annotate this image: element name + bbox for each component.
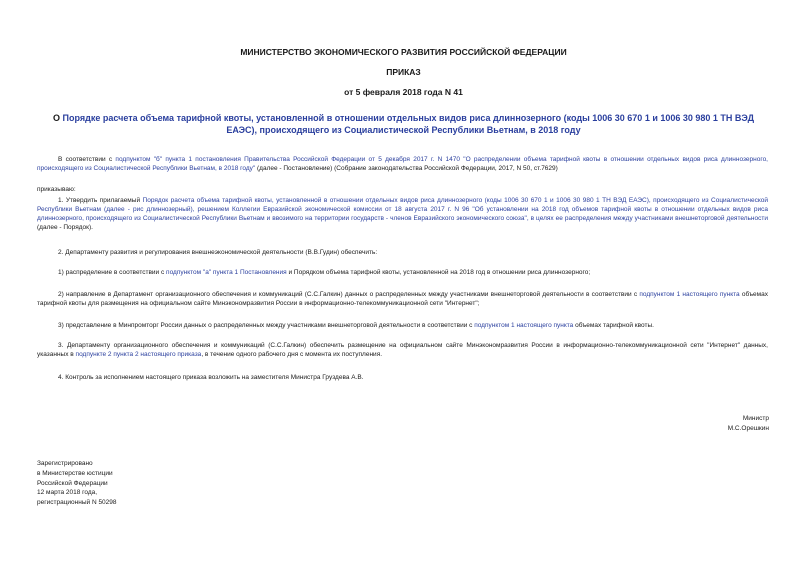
item-3-paragraph xyxy=(37,341,768,359)
preamble-text-1: В соответствии с xyxy=(58,156,116,163)
registration-line-1: Зарегистрировано xyxy=(37,460,93,467)
signature-title: Министр xyxy=(742,415,769,422)
orders-line: приказываю: xyxy=(37,186,76,193)
preamble-text-2: (далее - Постановление) (Собрание законодательства Российской Федерации, 2017, N 50, ст.7629) xyxy=(255,165,558,172)
item-2-3-link[interactable]: подпунктом 1 настоящего пункта xyxy=(474,322,574,329)
item-1-text-1: 1. Утвердить прилагаемый xyxy=(58,197,143,204)
item-2-3-text-2: объемах тарифной квоты. xyxy=(573,322,654,329)
item-2-paragraph: 2. Департаменту развития и регулирования внешнеэкономической деятельности (В.В.Гудин) обеспечить: xyxy=(58,249,378,256)
item-1-paragraph xyxy=(37,196,768,232)
item-2-1-paragraph xyxy=(37,268,768,277)
registration-line-3: Российской Федерации xyxy=(37,479,108,487)
item-2-2-paragraph xyxy=(37,290,768,308)
title-prefix: О xyxy=(53,113,63,123)
item-2-1-text-2: и Порядком объема тарифной квоты, установленной на 2018 год в отношении риса длиннозерного; xyxy=(286,269,591,276)
registration-line-5: регистрационный N 50298 xyxy=(37,499,117,507)
item-2-1-text-1: 1) распределение в соответствии с xyxy=(58,269,167,276)
signature-name: М.С.Орешкин xyxy=(727,424,769,432)
item-4-paragraph: 4. Контроль за исполнением настоящего приказа возложить на заместителя Министра Груздева А.В. xyxy=(58,374,364,381)
registration-block xyxy=(37,459,237,508)
preamble-paragraph xyxy=(37,155,768,173)
doc-type-heading: ПРИКАЗ xyxy=(386,67,421,77)
item-2-2-text-2: объемах тарифной квоты для размещения на официальном сайте Минэкономразвития России в информационно-телекоммуникационной сети "Интернет"; xyxy=(37,291,768,307)
order-date-number: от 5 февраля 2018 года N 41 xyxy=(344,87,463,97)
registration-line-2: в Министерстве юстиции xyxy=(37,469,113,477)
item-2-3-paragraph xyxy=(37,321,768,330)
item-3-text-2: , в течение одного рабочего дня с момента их поступления. xyxy=(201,351,383,358)
ministry-heading: МИНИСТЕРСТВО ЭКОНОМИЧЕСКОГО РАЗВИТИЯ РОССИЙСКОЙ ФЕДЕРАЦИИ xyxy=(240,47,567,57)
item-3-link[interactable]: подпункте 2 пункта 2 настоящего приказа xyxy=(75,351,202,358)
preamble-link[interactable]: подпунктом "б" пункта 1 постановления Правительства Российской Федерации от 5 декабря 2017 г. N 1470 "О распределении объема тарифной квоты в отношении отдельных видов риса длиннозерного, происходящего из Социалистической Республики Вьетнам, в 2018 году" xyxy=(37,156,768,172)
item-1-link[interactable]: Порядок расчета объема тарифной квоты, установленной в отношении отдельных видов риса длиннозерного (коды 1006 30 670 1 и 1006 30 980 1 ТН ВЭД ЕАЭС), происходящего из Социалистической Республики Вьетнам (далее - рис длиннозерный), решением Коллегии Евразийской экономической комиссии от 18 августа 2017 г. N 96 "Об установлении на 2018 год объемов тарифной квоты в отношении отдельных видов риса длиннозерного, происходящего из Социалистической Республики Вьетнам и ввозимого на территории государств - членов Евразийского экономического союза", в целях ее распределения между участниками внешнеторговой деятельности xyxy=(37,197,768,222)
item-2-2-link[interactable]: подпунктом 1 настоящего пункта xyxy=(639,291,740,298)
item-2-2-text-1: 2) направление в Департамент организационного обеспечения и коммуникаций (С.С.Галкин) данных о распределенных между участниками внешнеторговой деятельности в соответствии с xyxy=(58,291,640,298)
signature-block xyxy=(569,414,769,433)
title-link[interactable]: Порядке расчета объема тарифной квоты, установленной в отношении отдельных видов риса длиннозерного (коды 1006 30 670 1 и 1006 30 980 1 ТН ВЭД ЕАЭС), происходящего из Социалистической Республики Вьетнам, в 2018 году xyxy=(62,113,754,135)
item-2-3-text-1: 3) представление в Минпромторг России данных о распределенных между участниками внешнеторговой деятельности в соответствии с xyxy=(58,322,475,329)
registration-line-4: 12 марта 2018 года, xyxy=(37,489,98,497)
item-1-text-2: (далее - Порядок). xyxy=(37,224,93,231)
item-3-text-1: 3. Департаменту организационного обеспечения и коммуникаций (С.С.Галкин) обеспечить размещение на официальном сайте Минэкономразвития России в информационно-телекоммуникационной сети "Интернет" данных, указанных в xyxy=(37,342,768,358)
item-2-1-link[interactable]: подпунктом "а" пункта 1 Постановления xyxy=(166,269,287,276)
document-title xyxy=(40,113,767,136)
